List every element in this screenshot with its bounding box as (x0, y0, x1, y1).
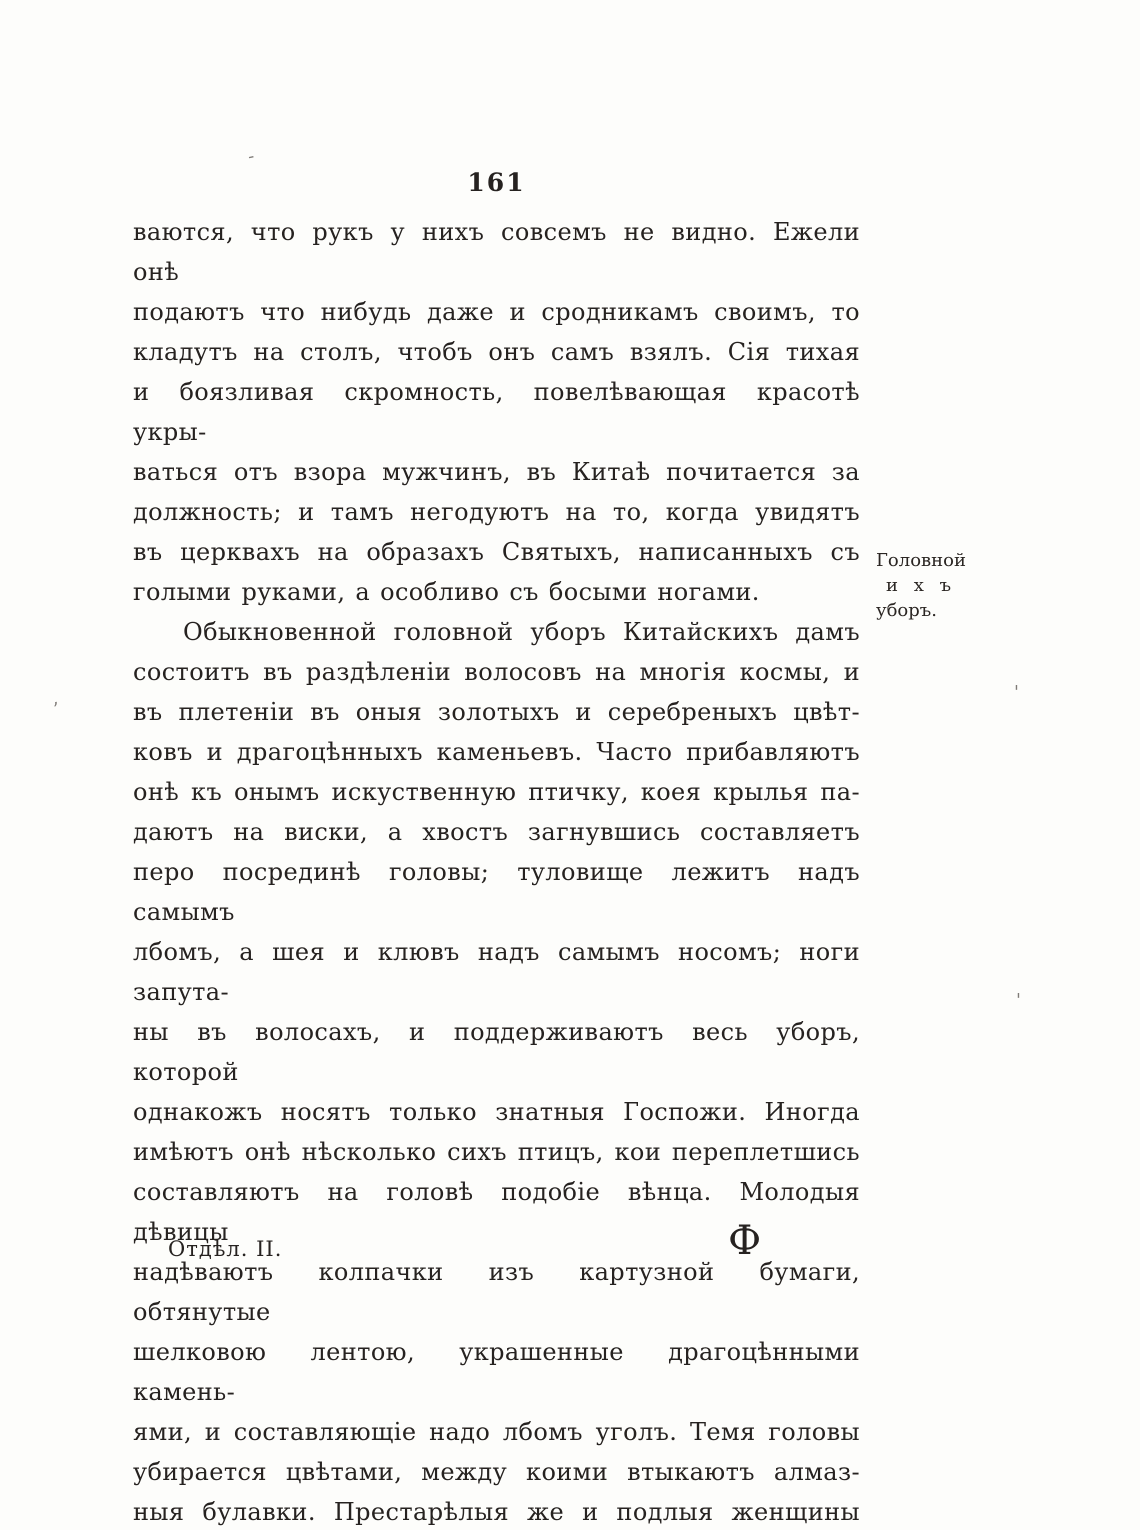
margin-note-line: Головной (876, 550, 966, 571)
scan-artifact: - (245, 145, 257, 168)
page-number: 161 (467, 168, 526, 197)
text-line: ковъ и драгоцѣнныхъ каменьевъ. Часто прибавляютъ (133, 738, 860, 766)
text-line: подаютъ что нибудь даже и сродникамъ своимъ, то (133, 298, 860, 326)
text-line: даютъ на виски, а хвостъ загнувшись составляетъ (133, 818, 860, 846)
text-line: въ плетеніи въ оныя золотыхъ и серебреныхъ цвѣт- (133, 698, 860, 726)
text-line: кладутъ на столъ, чтобъ онъ самъ взялъ. Сія тихая (133, 338, 860, 366)
text-line: онѣ къ онымъ искуственную птичку, коея крылья па- (133, 778, 860, 806)
margin-note-line: и х ъ (886, 575, 957, 596)
margin-note-line: уборъ. (876, 600, 937, 621)
text-line: убирается цвѣтами, между коими втыкаютъ алмаз- (133, 1458, 860, 1486)
text-line: ями, и составляющіе надо лбомъ уголъ. Темя головы (133, 1418, 860, 1446)
text-line: перо посрединѣ головы; туловище лежитъ надъ самымъ (133, 858, 860, 926)
paragraph-headdress (133, 612, 860, 1530)
scan-artifact: ' (1016, 990, 1021, 1011)
scan-artifact: ' (1014, 682, 1019, 703)
section-label: Отдѣл. II. (168, 1237, 283, 1261)
text-line: состоитъ въ раздѣленіи волосовъ на многія космы, и (133, 658, 860, 686)
text-line: однакожъ носятъ только знатныя Госпожи. Иногда (133, 1098, 860, 1126)
text-line: ны въ волосахъ, и поддерживаютъ весь уборъ, которой (133, 1018, 860, 1086)
paragraph-continuation (133, 212, 860, 612)
text-line: шелковою лентою, украшенные драгоцѣнными камень- (133, 1338, 860, 1406)
text-line: надѣваютъ колпачки изъ картузной бумаги, обтянутые (133, 1258, 860, 1326)
margin-note (876, 548, 1004, 623)
text-line: составляютъ на головѣ подобіе вѣнца. Молодыя дѣвицы (133, 1178, 860, 1246)
text-line: ныя булавки. Престарѣлыя же и подлыя женщины (133, 1498, 860, 1526)
signature-mark: Ф (728, 1218, 762, 1264)
text-line: голыми руками, а особливо съ босыми ногами. (133, 578, 760, 606)
text-line: и боязливая скромность, повелѣвающая красотѣ укры- (133, 378, 860, 446)
text-line: Обыкновенной головной уборъ Китайскихъ дамъ (183, 618, 860, 646)
text-line: должность; и тамъ негодуютъ на то, когда увидятъ (133, 498, 860, 526)
text-line: въ церквахъ на образахъ Святыхъ, написанныхъ съ (133, 538, 860, 566)
text-line: лбомъ, а шея и клювъ надъ самымъ носомъ; ноги запута- (133, 938, 860, 1006)
text-line: ваются, что рукъ у нихъ совсемъ не видно. Ежели онѣ (133, 218, 860, 286)
scan-artifact: , (49, 687, 60, 710)
text-line: имѣютъ онѣ нѣсколько сихъ птицъ, кои переплетшись (133, 1138, 860, 1166)
text-line: ваться отъ взора мужчинъ, въ Китаѣ почитается за (133, 458, 860, 486)
main-text-block (133, 212, 860, 1530)
